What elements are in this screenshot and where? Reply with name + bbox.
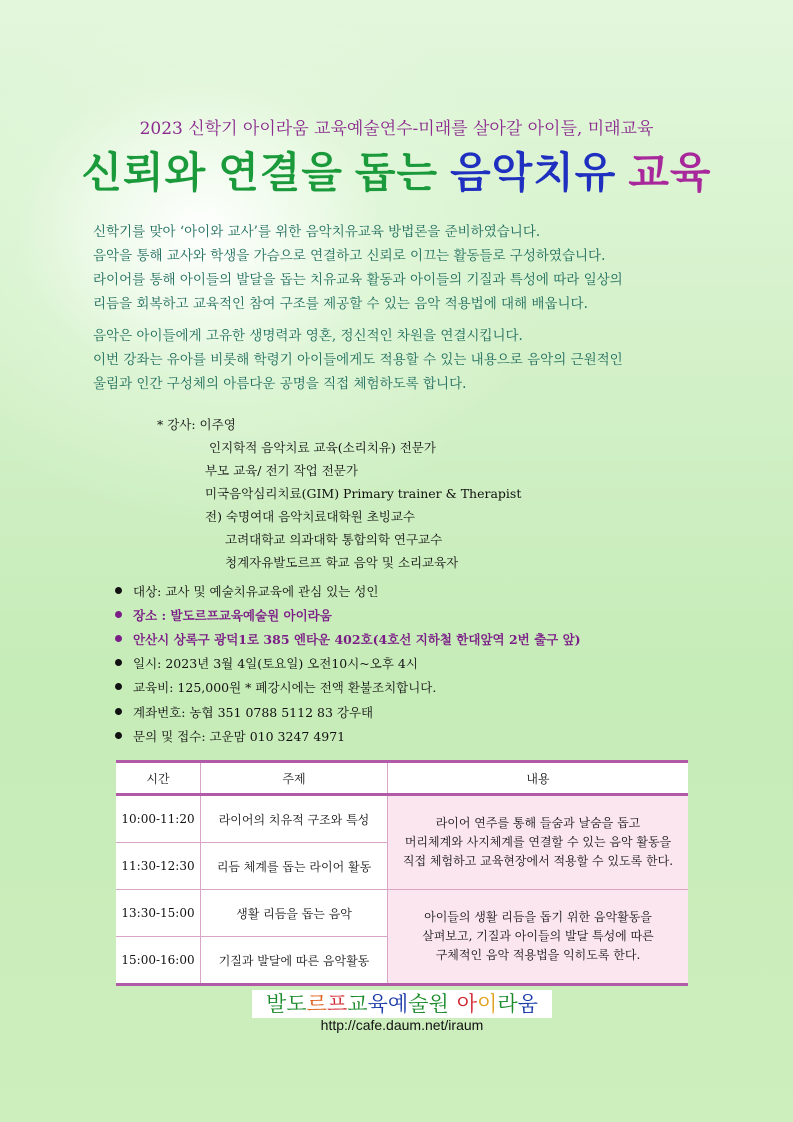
org-char: 원 [428, 992, 449, 1016]
org-char: 도 [286, 992, 307, 1016]
intro-line: 음악은 아이들에게 고유한 생명력과 영혼, 정신적인 차원을 연결시킵니다. [93, 328, 523, 344]
row-time: 15:00-16:00 [116, 937, 201, 985]
instructor-credential: 청계자유발도르프 학교 음악 및 소리교육자 [225, 555, 459, 570]
header-content: 내용 [388, 762, 689, 795]
instructor-credential: 전) 숙명여대 음악치료대학원 초빙교수 [205, 509, 415, 524]
title-word: 연결을 [218, 148, 343, 197]
bullet-icon [115, 635, 122, 642]
table-row [116, 890, 688, 937]
subtitle: 2023 신학기 아이라움 교육예술연수-미래를 살아갈 아이들, 미래교육 [139, 119, 654, 139]
org-char: 이 [477, 992, 498, 1016]
content-line: 직접 체험하고 교육현장에서 적용할 수 있도록 한다. [402, 854, 674, 868]
detail-item [115, 727, 345, 745]
bullet-icon [115, 611, 122, 618]
detail-text: 안산시 상록구 광덕1로 385 엔타운 402호(4호선 지하철 한대앞역 2번 출구 앞) [133, 632, 581, 647]
content-line: 머리체계와 사지체계를 연결할 수 있는 음악 활동을 [404, 835, 672, 849]
row-topic: 기질과 발달에 따른 음악활동 [201, 937, 388, 985]
intro-line: 울림과 인간 구성체의 아름다운 공명을 직접 체험하도록 합니다. [93, 376, 467, 392]
detail-text: 대상: 교사 및 예술치유교육에 관심 있는 성인 [133, 584, 379, 599]
content-line: 라이어 연주를 통해 들숨과 날숨을 돕고 [435, 816, 641, 830]
schedule-table [116, 760, 688, 986]
row-content [388, 890, 689, 985]
org-char: 프 [326, 992, 348, 1016]
title-word: 신뢰와 [81, 148, 207, 197]
instructor-heading: * 강사: 이주영 [157, 417, 236, 432]
detail-item [115, 606, 332, 624]
row-time: 10:00-11:20 [116, 795, 201, 843]
header-time: 시간 [116, 762, 201, 795]
instructor-credential: 미국음악심리치료(GIM) Primary trainer & Therapist [205, 486, 522, 501]
bullet-icon [115, 708, 122, 715]
detail-text: 계좌번호: 농협 351 0788 5112 83 강우태 [133, 705, 374, 720]
intro-line: 음악을 통해 교사와 학생을 가슴으로 연결하고 신뢰로 이끄는 활동들로 구성하였습니다. [93, 248, 606, 264]
org-char: 움 [517, 992, 538, 1016]
detail-text: 문의 및 접수: 고운맘 010 3247 4971 [133, 729, 346, 744]
detail-text: 교육비: 125,000원 * 폐강시에는 전액 환불조치합니다. [133, 680, 437, 695]
bullet-icon [115, 659, 122, 666]
detail-item [115, 582, 378, 600]
org-char: 라 [497, 992, 518, 1016]
detail-item [115, 703, 373, 721]
detail-text: 일시: 2023년 3월 4일(토요일) 오전10시~오후 4시 [133, 656, 418, 671]
org-char: 발 [266, 992, 287, 1016]
organization-name [252, 990, 552, 1018]
detail-item [115, 654, 418, 672]
instructor-credential: 인지학적 음악치료 교육(소리치유) 전문가 [209, 440, 436, 455]
org-char: 육 [367, 992, 388, 1016]
row-topic: 리듬 체계를 돕는 라이어 활동 [201, 843, 388, 890]
intro-line: 라이어를 통해 아이들의 발달을 돕는 치유교육 활동과 아이들의 기질과 특성에 따라 일상의 [93, 272, 623, 288]
detail-item [115, 630, 581, 648]
detail-text: 장소 : 발도르프교육예술원 아이라움 [133, 608, 332, 623]
row-time: 11:30-12:30 [116, 843, 201, 890]
instructor-section [157, 413, 521, 574]
org-char: 예 [387, 992, 409, 1016]
instructor-credential: 고려대학교 의과대학 통합의학 연구교수 [225, 532, 443, 547]
org-char: 르 [306, 992, 327, 1016]
content-line: 구체적인 음악 적용법을 익히도록 한다. [435, 948, 641, 962]
org-char: 아 [456, 992, 478, 1016]
org-char: 술 [408, 992, 429, 1016]
row-time: 13:30-15:00 [116, 890, 201, 937]
instructor-credential: 부모 교육/ 전기 작업 전문가 [205, 463, 358, 478]
header-topic: 주제 [201, 762, 388, 795]
page-title [0, 140, 793, 200]
intro-line: 신학기를 맞아 ‘아이와 교사’를 위한 음악치유교육 방법론을 준비하였습니다. [93, 224, 541, 240]
bullet-icon [115, 732, 122, 739]
content-line: 살펴보고, 기질과 아이들의 발달 특성에 따른 [422, 929, 654, 943]
table-row [116, 795, 688, 843]
row-topic: 라이어의 치유적 구조와 특성 [201, 795, 388, 843]
intro-line: 리듬을 회복하고 교육적인 참여 구조를 제공할 수 있는 음악 적용법에 대해 배웁니다. [93, 296, 588, 312]
bullet-icon [115, 587, 122, 594]
row-content [388, 795, 689, 890]
title-word: 교육 [628, 148, 712, 197]
org-char: 교 [347, 992, 368, 1016]
row-topic: 생활 리듬을 돕는 음악 [201, 890, 388, 937]
intro-paragraph-1 [93, 220, 713, 316]
title-word: 음악치유 [450, 148, 617, 197]
intro-paragraph-2 [93, 324, 713, 396]
intro-line: 이번 강좌는 유아를 비롯해 학령기 아이들에게도 적용할 수 있는 내용으로 음악의 근원적인 [93, 352, 623, 368]
detail-item [115, 678, 436, 696]
title-word: 돕는 [354, 148, 439, 197]
bullet-icon [115, 683, 122, 690]
content-line: 아이들의 생활 리듬을 돕기 위한 음악활동을 [424, 910, 652, 924]
website-link[interactable]: http://cafe.daum.net/iraum [320, 1017, 484, 1033]
